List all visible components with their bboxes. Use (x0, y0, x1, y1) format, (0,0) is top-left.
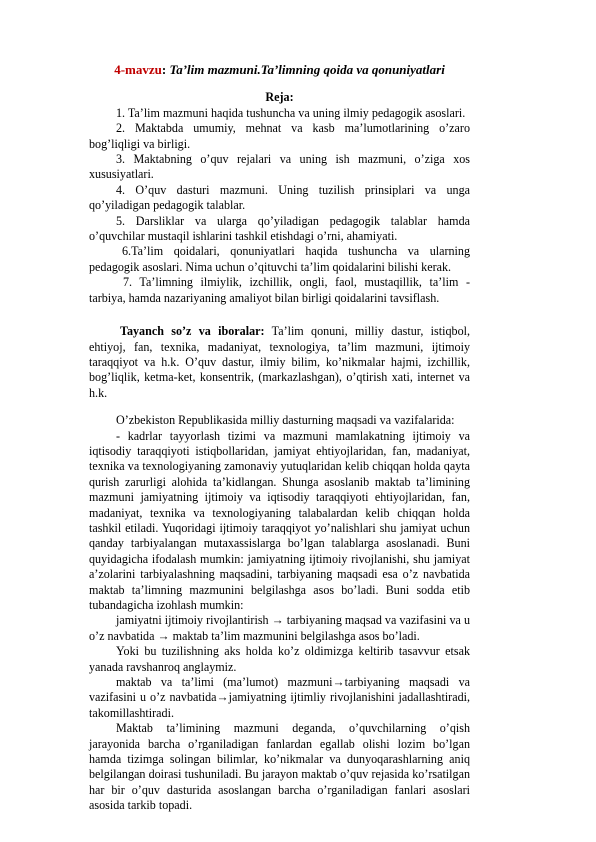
body-paragraph-1: O’zbekiston Republikasida milliy dasturning maqsadi va vazifalarida: (116, 413, 455, 428)
plan-item-4: 4. O’quv dasturi mazmuni. Uning tuzilish prinsiplari va unga qo’yiladigan pedagogik talablar. (89, 182, 470, 213)
title-text: Ta’lim mazmuni.Ta’limning qoida va qonuniyatlari (169, 62, 445, 77)
plan-item-6: 6.Ta’lim qoidalari, qonuniyatlari haqida tushuncha va ularning pedagogik asoslari. Nima uchun o’qituvchi ta’lim qoidalarini bilishi kerak. (89, 244, 470, 274)
spacer (89, 306, 470, 324)
plan-item-3: 3. Maktabning o’quv rejalari va uning ish mazmuni, o’ziga xos xususiyatlari. (89, 152, 470, 182)
plan-item-5: 5. Darsliklar va ularga qo’yiladigan pedagogik talablar hamda o’quvchilar mustaqil ishlarini tashkil etishdagi o’rni, ahamiyati. (89, 213, 470, 244)
plan-item-1: 1. Ta’lim mazmuni haqida tushuncha va uning ilmiy pedagogik asoslari. (116, 105, 466, 120)
keywords-text: Ta’lim qonuni, milliy dastur, istiqbol, ehtiyoj, fan, texnika, madaniyat, texnologiya, ta’lim mazmuni, ijtimoiy taraqqiyot va h.k. O’quv dastur, ilmiy bilim, ko’nikmalar hajmi, izchillik, bog’liqlik, ketma-ket, konsentrik, (markazlashgan), o’qtirish xati, internet va h.k. (89, 324, 470, 400)
body-paragraph-3: jamiyatni ijtimoiy rivojlantirish → tarbiyaning maqsad va vazifasini va u o’z navbatida → maktab ta’lim mazmunini belgilashga asos bo’ladi. (89, 613, 470, 643)
plan-item-2: 2. Maktabda umumiy, mehnat va kasb ma’lumotlarining o’zaro bog’liqligi va birligi. (89, 121, 470, 151)
spacer (89, 401, 470, 413)
title-separator: : (161, 62, 170, 77)
body-paragraph-2: - kadrlar tayyorlash tizimi va mazmuni mamlakatning ijtimoiy va iqtisodiy taraqqiyoti istiqbollaridan, jamiyat ehtiyojlaridan, fan, madaniyat, texnika va texnologiyaning zamonaviy yutuqlaridan kelib chiqqan holda qayta qurish zarurligi alohida ta’kidlangan. Shunga asoslanib maktab ta’limining mazmuni jamiyatning ijtimoiy va iqtisodiy taraqqiyoti ehtiyojlaridan, fan, madaniyat, texnika va texnologiyaning talabalardan kelib chiqqan holda tashkil etiladi. Yuqoridagi ijtimoiy taraqqiyot yo’nalishlari shu jamiyat uchun qanday tarbiyalangan mutaxassislarga bo’lgan talablarga asoslanadi. Buni quyidagicha ifodalash mumkin: jamiyatning ijtimoiy rivojlanishi, shu jamiyat a’zolarini tarbiyalashning maqsadini, tarbiyaning maqsadi esa o’z navbatida maktab ta’limning mazmunini belgilashga asos bo’ladi. Buni sodda etib tubandagicha izohlash mumkin: (89, 428, 470, 612)
plan-item-7: 7. Ta’limning ilmiylik, izchillik, ongli, faol, mustaqillik, ta’lim - tarbiya, hamda nazariyaning amaliyot bilan birligi qoidalarini tavsiflash. (89, 275, 470, 305)
keywords-paragraph (89, 324, 470, 401)
body-paragraph-5: maktab va ta’limi (ma’lumot) mazmuni→tarbiyaning maqsadi va vazifasini u o’z navbatida→jamiyatning ijtimliy rivojlanishini jadallashtiradi, takomillashtiradi. (89, 675, 470, 720)
lesson-title (89, 62, 470, 77)
body-paragraph-6: Maktab ta’limining mazmuni deganda, o’quvchilarning o’qish jarayonida barcha o’rganiladigan fanlardan egallab olishi lozim bo’lgan hamda tizimga solingan bilimlar, ko’nikmalar va dunyoqarashlarning aniq belgilangan doirasi tushuniladi. Bu jarayon maktab o’quv rejasida ko’rsatilgan har bir o’quv dasturida asoslangan barcha o’rganiladigan fanlari asoslari asosida tarkib topadi. (89, 721, 470, 813)
body-paragraph-4: Yoki bu tuzilishning aks holda ko’z oldimizga keltirib tasavvur etsak yanada ravshanroq anglaymiz. (89, 644, 470, 674)
keywords-label: Tayanch so’z va iboralar: (120, 324, 265, 339)
plan-heading: Reja: (265, 90, 294, 105)
topic-label: 4-mavzu (114, 62, 162, 77)
